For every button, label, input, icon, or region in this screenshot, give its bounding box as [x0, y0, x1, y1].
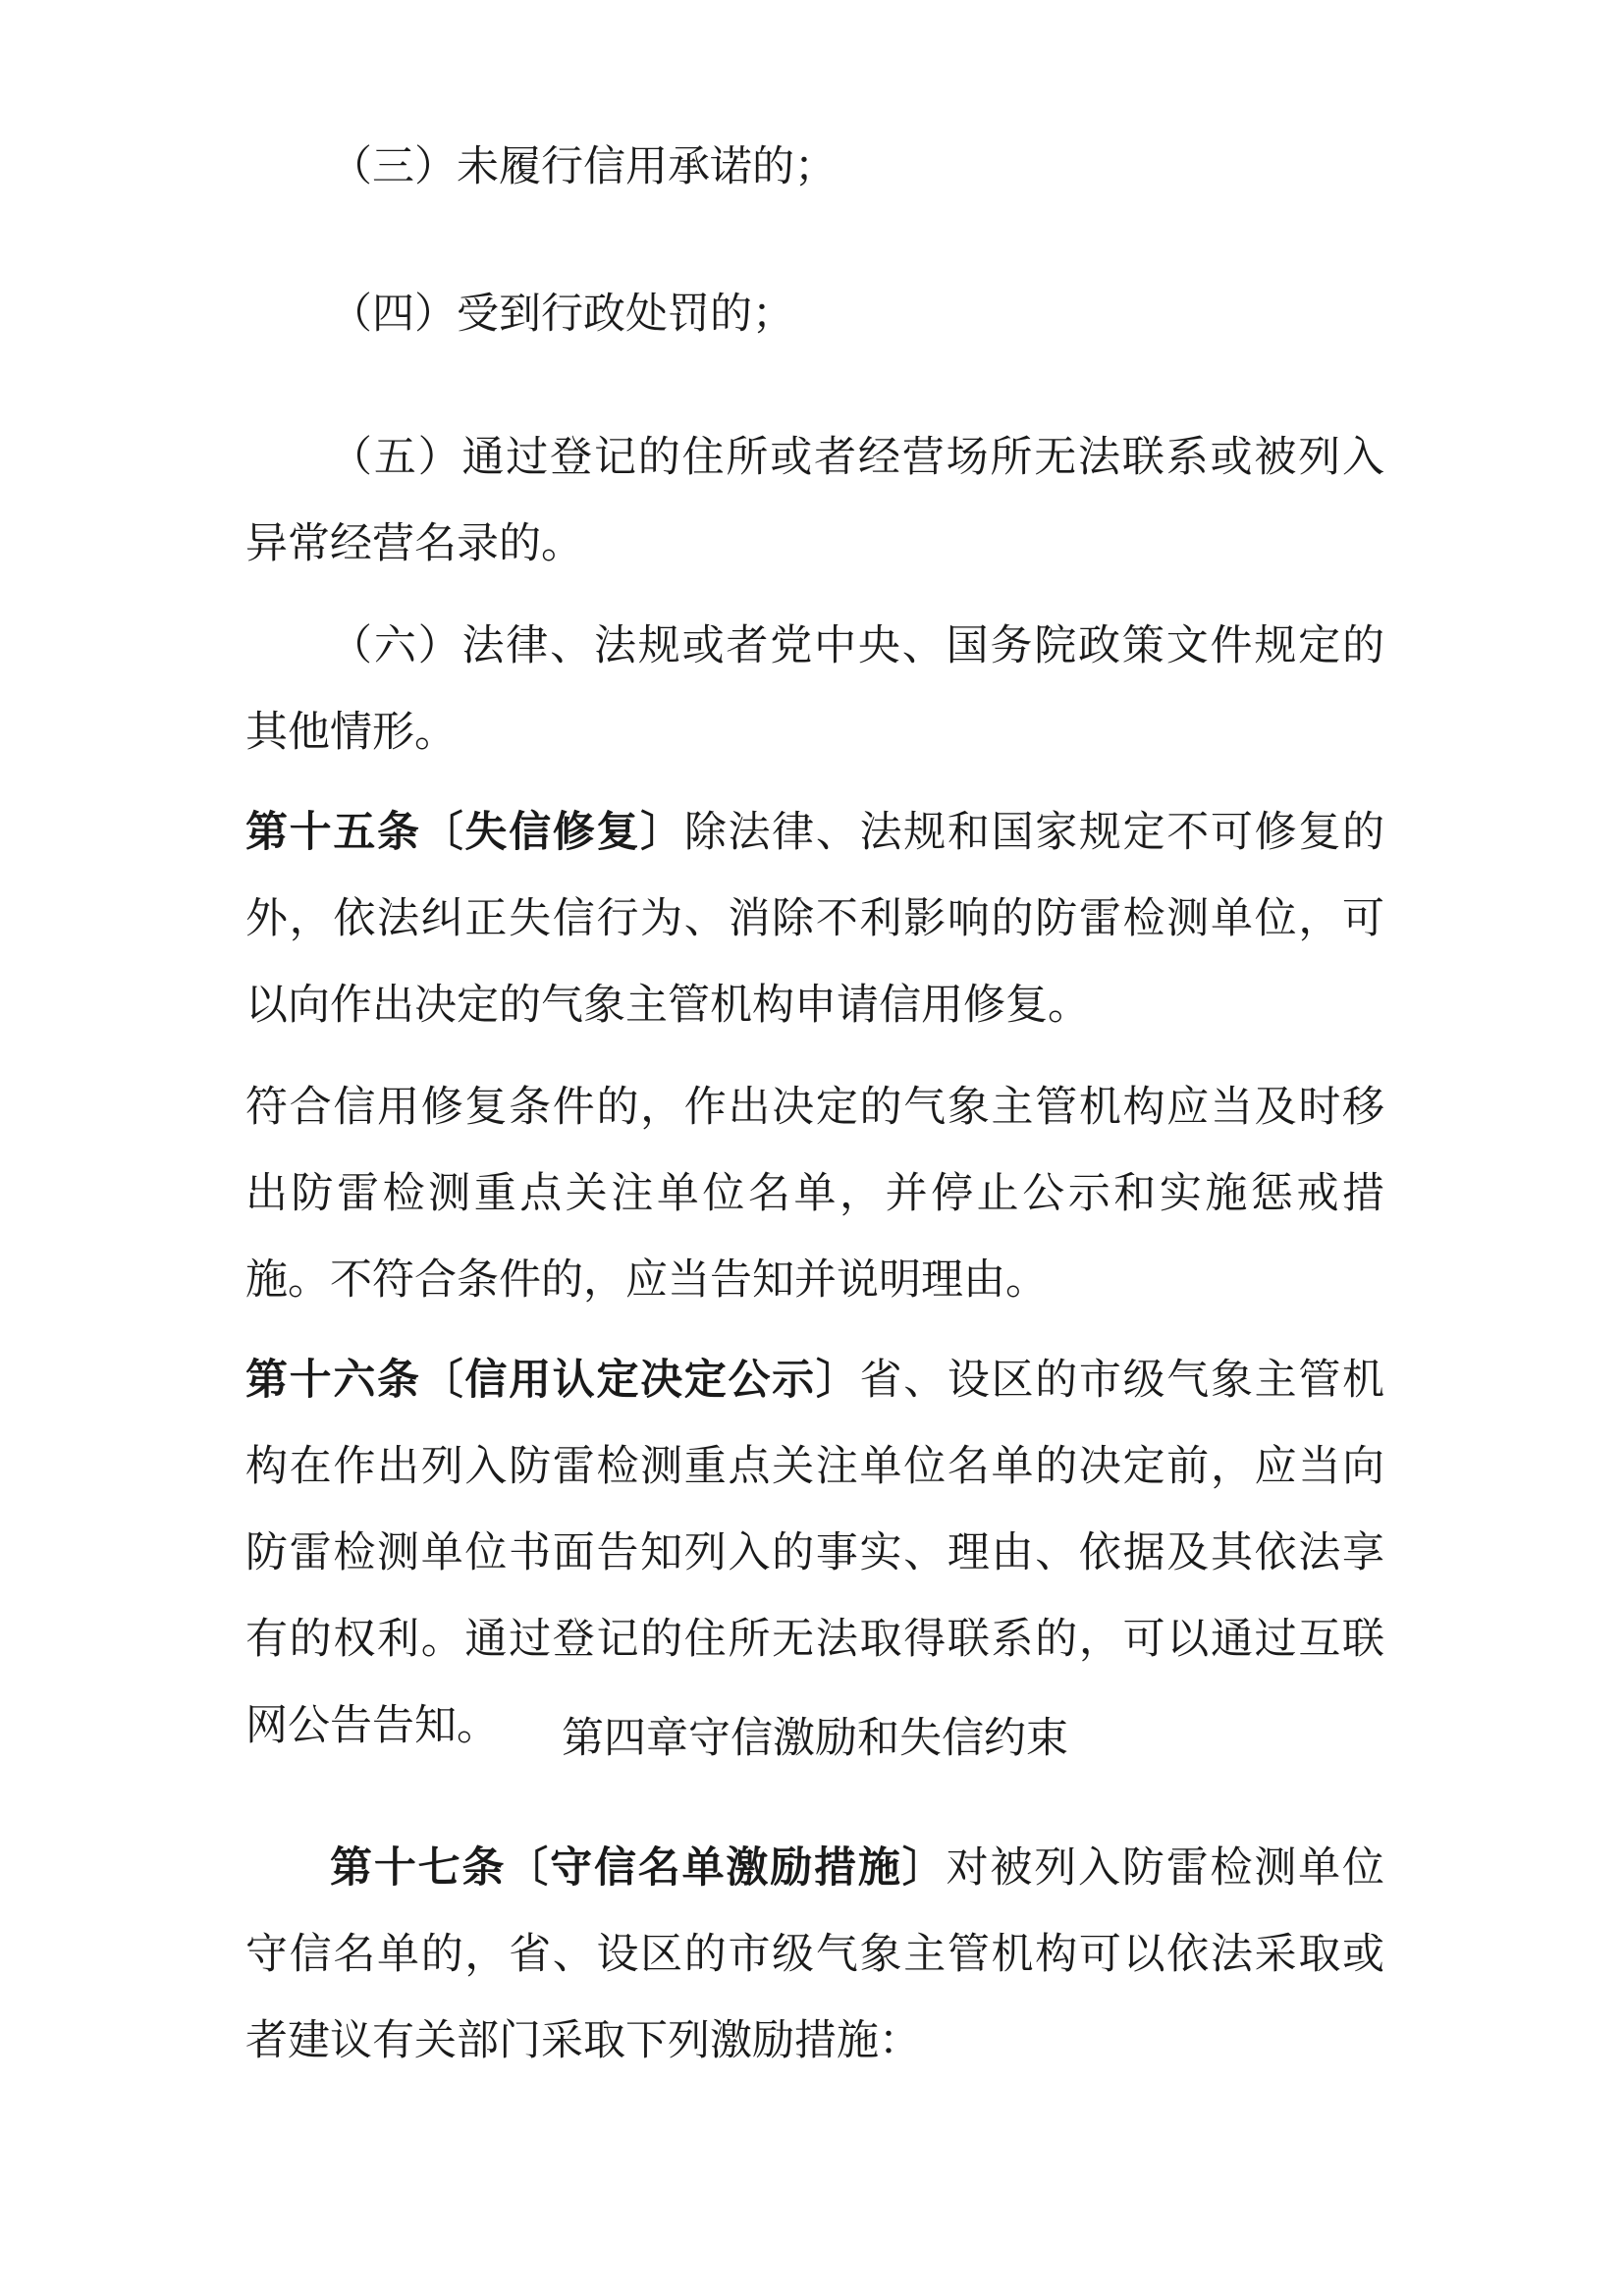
- article-15-paragraph-2: [245, 1064, 1384, 1323]
- article-text: 对被列入防雷检测单位守信名单的，省、设区的市级气象主管机构可以依法采取或者建议有关部门采取下列激励措施：: [245, 1843, 1385, 2065]
- article-title: 第十五条〔失信修复〕: [245, 808, 684, 857]
- paragraph-item-3: [245, 124, 1384, 210]
- paragraph-text: （六）法律、法规或者党中央、国务院政策文件规定的其他情形。: [245, 621, 1384, 757]
- article-15: [245, 789, 1384, 1048]
- paragraph-item-6: [245, 603, 1384, 775]
- article-text: 除法律、法规和国家规定不可修复的外，依法纠正失信行为、消除不利影响的防雷检测单位，可以向作出决定的气象主管机构申请信用修复。: [245, 808, 1385, 1030]
- article-17: [245, 1825, 1384, 2084]
- article-text: 省、设区的市级气象主管机构在作出列入防雷检测重点关注单位名单的决定前，应当向防雷检测单位书面告知列入的事实、理由、依据及其依法享有的权利。通过登记的住所无法取得联系的，可以通过互联网公告告知。: [245, 1356, 1385, 1750]
- paragraph-text: （三）未履行信用承诺的；: [330, 142, 837, 191]
- paragraph-text: 符合信用修复条件的，作出决定的气象主管机构应当及时移出防雷检测重点关注单位名单，并停止公示和实施惩戒措施。不符合条件的，应当告知并说明理由。: [245, 1083, 1384, 1305]
- paragraph-text: （四）受到行政处罚的；: [330, 290, 794, 339]
- chapter-heading: 第四章守信激励和失信约束: [562, 1714, 1068, 1763]
- article-title: 第十七条〔守信名单激励措施〕: [330, 1843, 947, 1893]
- article-title: 第十六条〔信用认定决定公示〕: [245, 1356, 860, 1405]
- paragraph-item-4: [245, 271, 1384, 357]
- paragraph-text: （五）通过登记的住所或者经营场所无法联系或被列入异常经营名录的。: [245, 433, 1384, 568]
- paragraph-item-5: [245, 414, 1384, 587]
